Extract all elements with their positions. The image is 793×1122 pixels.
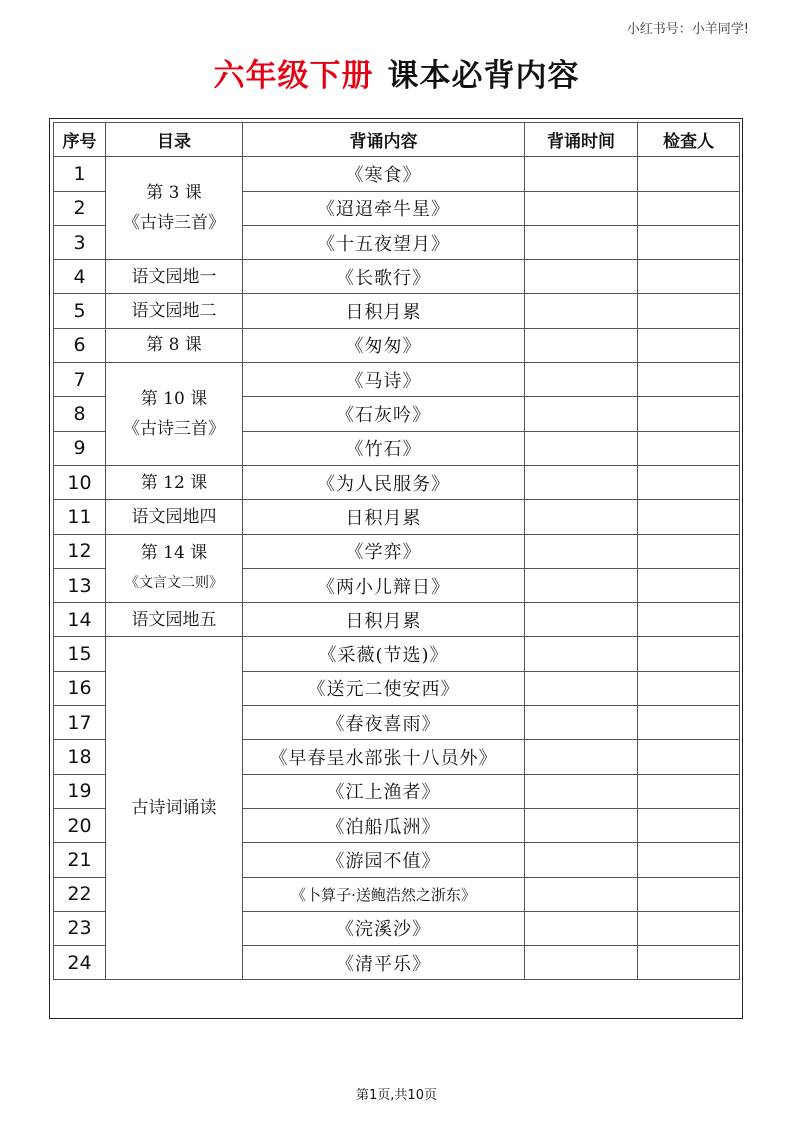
recite-time-cell[interactable] — [525, 706, 638, 740]
recite-time-cell[interactable] — [525, 363, 638, 397]
directory-lesson: 第 10 课 — [140, 389, 208, 410]
table-row — [54, 465, 740, 499]
checker-cell[interactable] — [638, 946, 740, 980]
checker-cell[interactable] — [638, 260, 740, 294]
row-number: 21 — [54, 843, 106, 877]
recite-time-cell[interactable] — [525, 534, 638, 568]
recite-time-cell[interactable] — [525, 465, 638, 499]
checker-cell[interactable] — [638, 843, 740, 877]
recite-time-cell[interactable] — [525, 774, 638, 808]
recite-time-cell[interactable] — [525, 191, 638, 225]
table-row — [54, 603, 740, 637]
header-time: 背诵时间 — [525, 123, 638, 157]
recitation-content: 日积月累 — [243, 603, 525, 637]
checker-cell[interactable] — [638, 534, 740, 568]
recitation-content: 《为人民服务》 — [243, 465, 525, 499]
row-number: 9 — [54, 431, 106, 465]
recitation-content: 《长歌行》 — [243, 260, 525, 294]
table-row — [54, 500, 740, 534]
directory-cell — [106, 534, 243, 603]
recite-time-cell[interactable] — [525, 568, 638, 602]
checker-cell[interactable] — [638, 397, 740, 431]
recite-time-cell[interactable] — [525, 328, 638, 362]
page-title — [0, 50, 793, 95]
recite-time-cell[interactable] — [525, 225, 638, 259]
directory-cell — [106, 157, 243, 260]
recite-time-cell[interactable] — [525, 911, 638, 945]
checker-cell[interactable] — [638, 637, 740, 671]
recitation-content: 《泊船瓜洲》 — [243, 808, 525, 842]
table-row — [54, 637, 740, 671]
recitation-table — [53, 122, 740, 980]
directory-cell: 语文园地一 — [106, 260, 243, 294]
checker-cell[interactable] — [638, 671, 740, 705]
recitation-content: 《浣溪沙》 — [243, 911, 525, 945]
checker-cell[interactable] — [638, 363, 740, 397]
recitation-content: 《学弈》 — [243, 534, 525, 568]
recite-time-cell[interactable] — [525, 671, 638, 705]
directory-title: 《古诗三首》 — [123, 419, 225, 440]
row-number: 22 — [54, 877, 106, 911]
recitation-content: 《十五夜望月》 — [243, 225, 525, 259]
recite-time-cell[interactable] — [525, 740, 638, 774]
checker-cell[interactable] — [638, 500, 740, 534]
table-header-row — [54, 123, 740, 157]
row-number: 13 — [54, 568, 106, 602]
page-footer: 第1页,共10页 — [356, 1088, 437, 1103]
directory-cell: 语文园地五 — [106, 603, 243, 637]
recitation-content: 《江上渔者》 — [243, 774, 525, 808]
row-number: 19 — [54, 774, 106, 808]
header-content: 背诵内容 — [243, 123, 525, 157]
recite-time-cell[interactable] — [525, 157, 638, 191]
header-no: 序号 — [54, 123, 106, 157]
table-row — [54, 328, 740, 362]
checker-cell[interactable] — [638, 294, 740, 328]
checker-cell[interactable] — [638, 431, 740, 465]
directory-cell: 语文园地二 — [106, 294, 243, 328]
row-number: 23 — [54, 911, 106, 945]
title-grade: 六年级下册 — [213, 58, 374, 94]
row-number: 16 — [54, 671, 106, 705]
row-number: 15 — [54, 637, 106, 671]
recite-time-cell[interactable] — [525, 500, 638, 534]
directory-title: 《文言文二则》 — [125, 575, 223, 592]
recite-time-cell[interactable] — [525, 946, 638, 980]
recitation-content: 《迢迢牵牛星》 — [243, 191, 525, 225]
directory-cell: 第 12 课 — [106, 465, 243, 499]
checker-cell[interactable] — [638, 157, 740, 191]
recite-time-cell[interactable] — [525, 637, 638, 671]
row-number: 12 — [54, 534, 106, 568]
row-number: 3 — [54, 225, 106, 259]
recite-time-cell[interactable] — [525, 294, 638, 328]
header-directory: 目录 — [106, 123, 243, 157]
row-number: 6 — [54, 328, 106, 362]
table-row — [54, 363, 740, 397]
row-number: 1 — [54, 157, 106, 191]
title-subject: 课本必背内容 — [387, 58, 580, 94]
checker-cell[interactable] — [638, 877, 740, 911]
table-row — [54, 294, 740, 328]
checker-cell[interactable] — [638, 568, 740, 602]
row-number: 20 — [54, 808, 106, 842]
recitation-content: 《马诗》 — [243, 363, 525, 397]
checker-cell[interactable] — [638, 706, 740, 740]
table-row — [54, 260, 740, 294]
recitation-content: 《早春呈水部张十八员外》 — [243, 740, 525, 774]
recitation-content: 《送元二使安西》 — [243, 671, 525, 705]
recitation-content: 日积月累 — [243, 294, 525, 328]
recitation-content: 《石灰吟》 — [243, 397, 525, 431]
recitation-content: 《春夜喜雨》 — [243, 706, 525, 740]
checker-cell[interactable] — [638, 603, 740, 637]
table-row — [54, 534, 740, 568]
row-number: 11 — [54, 500, 106, 534]
row-number: 14 — [54, 603, 106, 637]
directory-title: 《古诗三首》 — [123, 213, 225, 234]
row-number: 24 — [54, 946, 106, 980]
row-number: 5 — [54, 294, 106, 328]
checker-cell[interactable] — [638, 191, 740, 225]
checker-cell[interactable] — [638, 465, 740, 499]
row-number: 7 — [54, 363, 106, 397]
row-number: 18 — [54, 740, 106, 774]
recitation-content: 《清平乐》 — [243, 946, 525, 980]
recitation-content: 《竹石》 — [243, 431, 525, 465]
checker-cell[interactable] — [638, 774, 740, 808]
recite-time-cell[interactable] — [525, 603, 638, 637]
recite-time-cell[interactable] — [525, 431, 638, 465]
row-number: 10 — [54, 465, 106, 499]
row-number: 8 — [54, 397, 106, 431]
row-number: 2 — [54, 191, 106, 225]
recitation-content: 《卜算子·送鲍浩然之浙东》 — [243, 877, 525, 911]
recite-time-cell[interactable] — [525, 260, 638, 294]
directory-lesson: 第 3 课 — [146, 183, 202, 204]
recite-time-cell[interactable] — [525, 808, 638, 842]
checker-cell[interactable] — [638, 328, 740, 362]
directory-cell: 古诗词诵读 — [106, 637, 243, 980]
header-checker: 检查人 — [638, 123, 740, 157]
recitation-content: 《两小儿辩日》 — [243, 568, 525, 602]
row-number: 4 — [54, 260, 106, 294]
directory-cell — [106, 363, 243, 466]
directory-cell: 语文园地四 — [106, 500, 243, 534]
recitation-content: 《采薇(节选)》 — [243, 637, 525, 671]
checker-cell[interactable] — [638, 808, 740, 842]
checker-cell[interactable] — [638, 225, 740, 259]
table-row — [54, 157, 740, 191]
recitation-content: 《匆匆》 — [243, 328, 525, 362]
recite-time-cell[interactable] — [525, 843, 638, 877]
watermark: 小红书号：小羊同学! — [626, 22, 749, 37]
directory-cell: 第 8 课 — [106, 328, 243, 362]
directory-lesson: 第 14 课 — [140, 543, 208, 564]
recitation-content: 日积月累 — [243, 500, 525, 534]
recitation-content: 《寒食》 — [243, 157, 525, 191]
checker-cell[interactable] — [638, 740, 740, 774]
recite-time-cell[interactable] — [525, 397, 638, 431]
checker-cell[interactable] — [638, 911, 740, 945]
row-number: 17 — [54, 706, 106, 740]
recitation-content: 《游园不值》 — [243, 843, 525, 877]
recite-time-cell[interactable] — [525, 877, 638, 911]
